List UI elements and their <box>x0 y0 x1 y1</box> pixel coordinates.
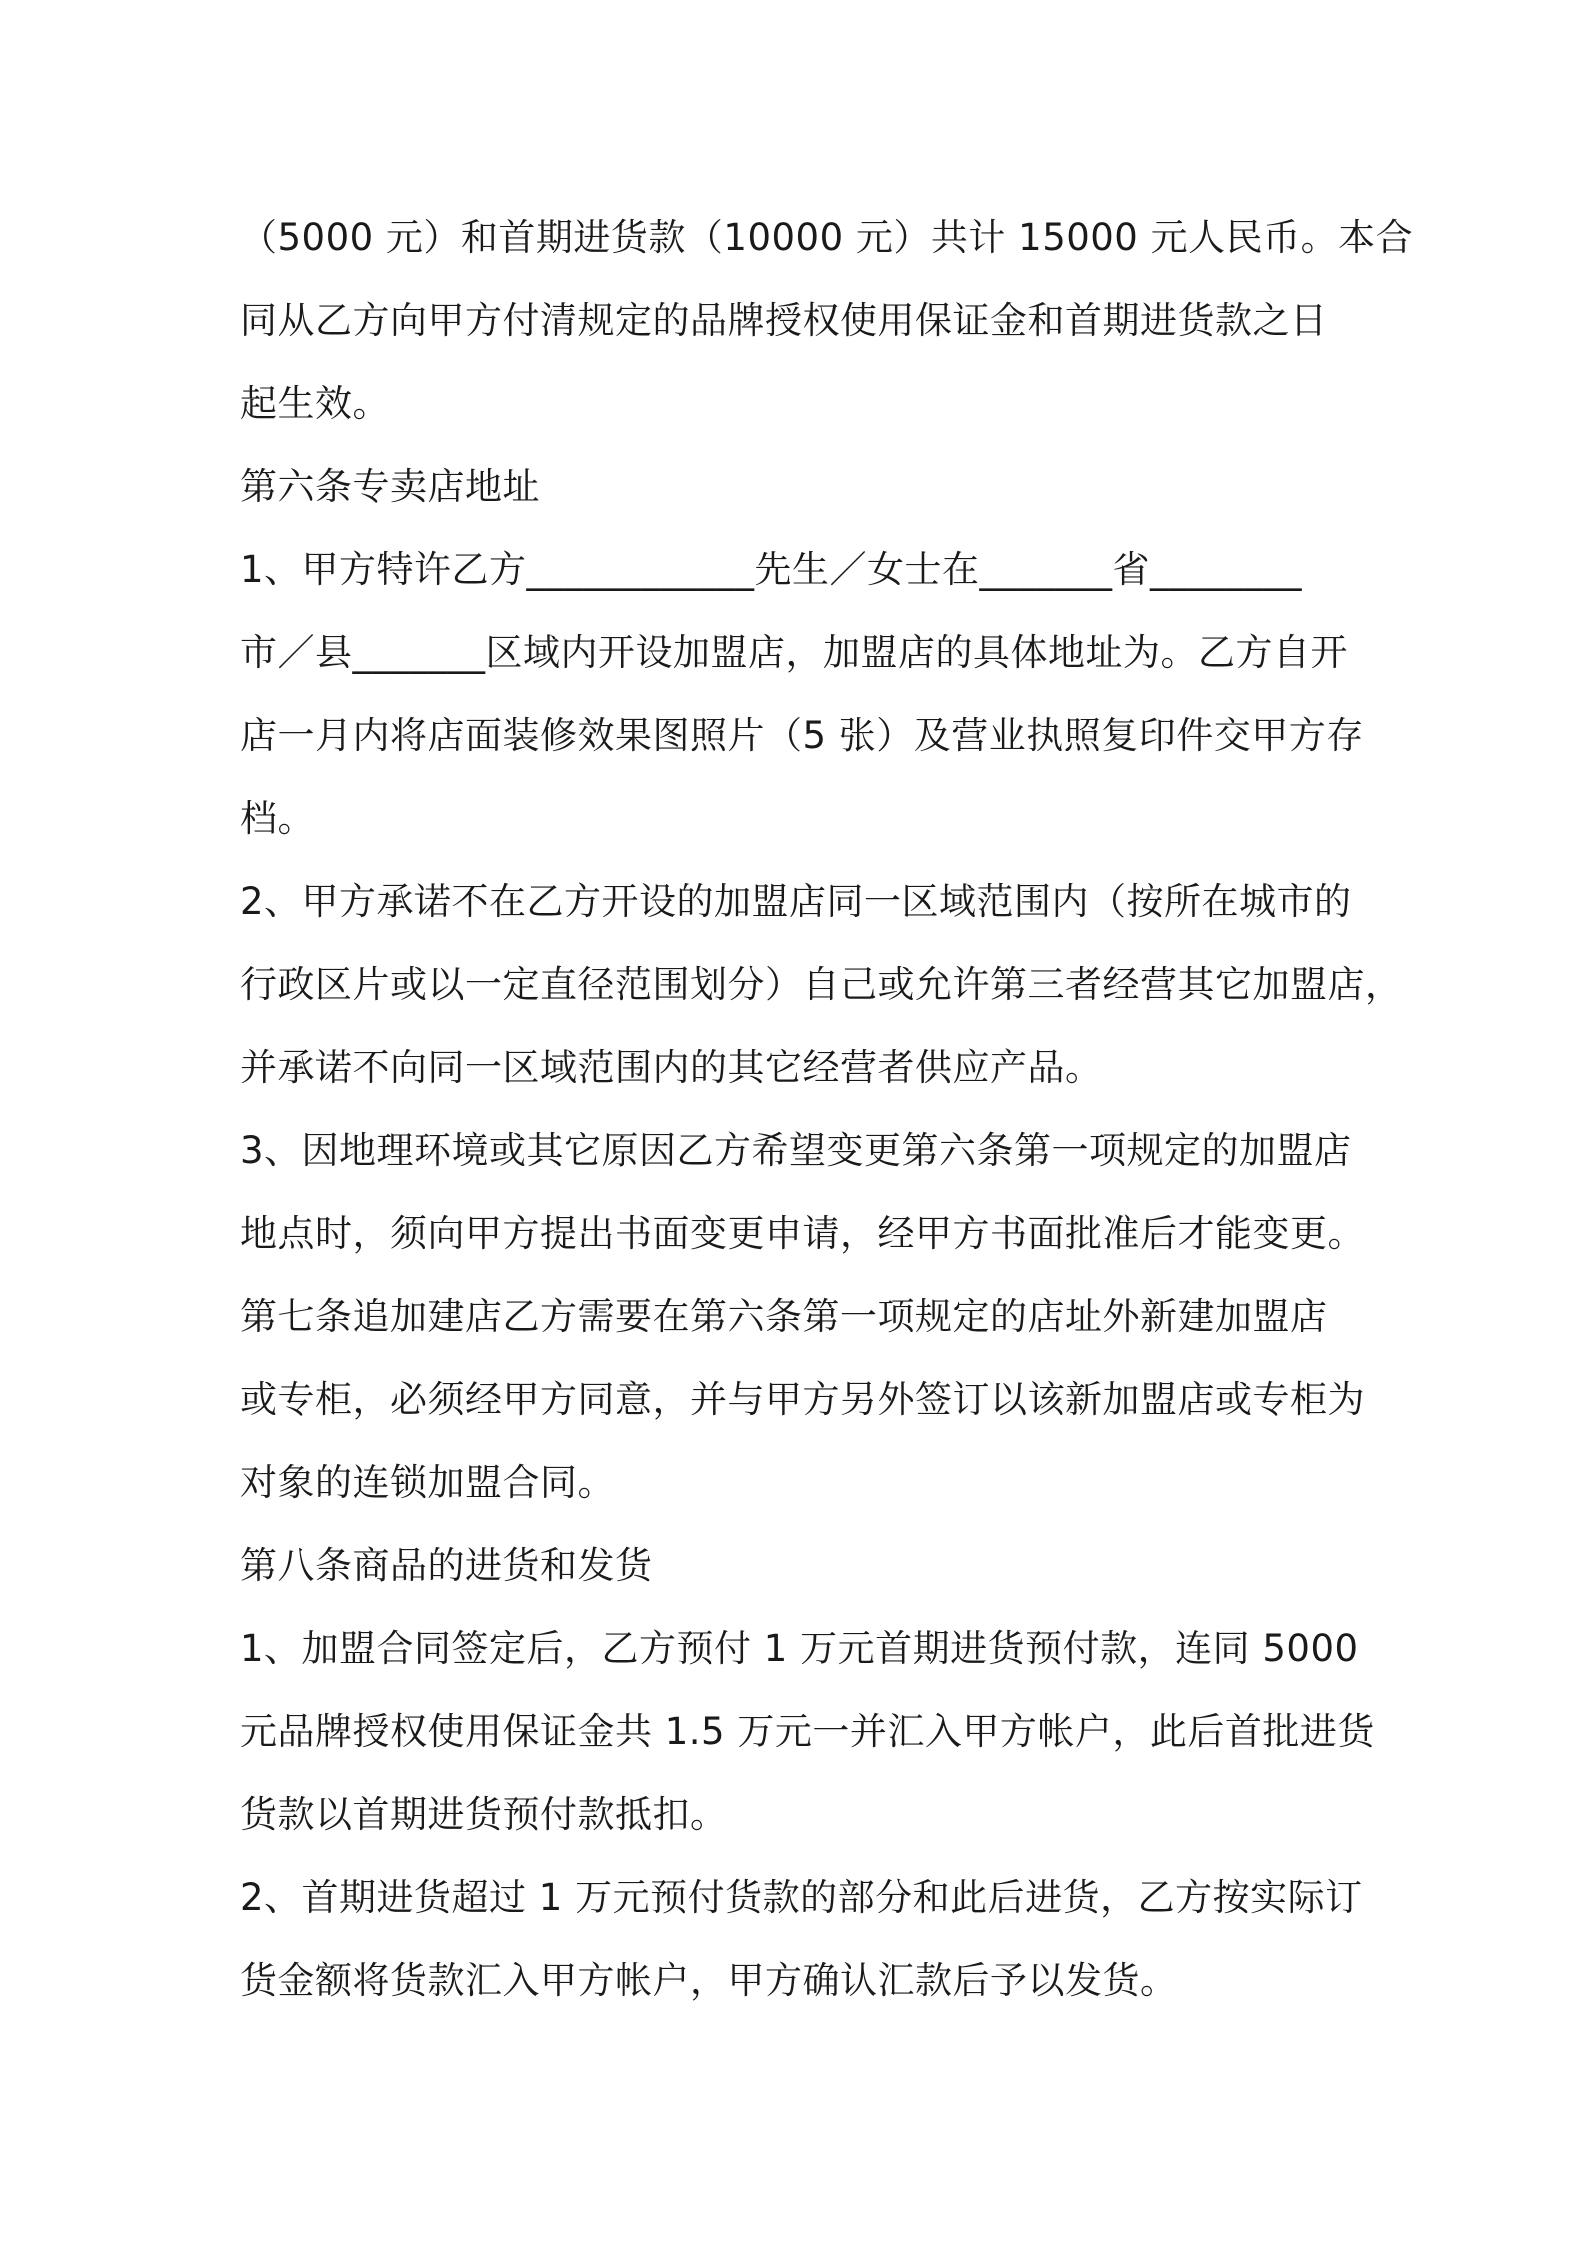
text-line: 或专柜，必须经甲方同意，并与甲方另外签订以该新加盟店或专柜为 <box>240 1378 1365 1421</box>
text-line: 元品牌授权使用保证金共 1.5 万元一并汇入甲方帐户，此后首批进货 <box>240 1710 1375 1753</box>
text-line: 对象的连锁加盟合同。 <box>240 1461 615 1504</box>
text-line: 并承诺不向同一区域范围内的其它经营者供应产品。 <box>240 1046 1103 1089</box>
text-line: 货款以首期进货预付款抵扣。 <box>240 1793 728 1836</box>
text-line: 地点时，须向甲方提出书面变更申请，经甲方书面批准后才能变更。 <box>240 1212 1365 1255</box>
text-line: 行政区片或以一定直径范围划分）自己或允许第三者经营其它加盟店， <box>240 963 1403 1006</box>
text-line: 3、因地理环境或其它原因乙方希望变更第六条第一项规定的加盟店 <box>240 1129 1352 1172</box>
document-body <box>240 196 1414 2022</box>
text-line: 店一月内将店面装修效果图照片（5 张）及营业执照复印件交甲方存 <box>240 714 1364 757</box>
text-line: 市／县_______区域内开设加盟店，加盟店的具体地址为。乙方自开 <box>240 631 1348 674</box>
text-line: 起生效。 <box>240 382 390 425</box>
section-heading-article-7: 第七条追加建店乙方需要在第六条第一项规定的店址外新建加盟店 <box>240 1295 1328 1338</box>
text-line: 货金额将货款汇入甲方帐户，甲方确认汇款后予以发货。 <box>240 1959 1178 2002</box>
section-heading-article-8: 第八条商品的进货和发货 <box>240 1544 653 1587</box>
text-line: （5000 元）和首期进货款（10000 元）共计 15000 元人民币。本合 <box>240 216 1414 259</box>
text-line: 2、首期进货超过 1 万元预付货款的部分和此后进货，乙方按实际订 <box>240 1876 1363 1919</box>
text-line: 同从乙方向甲方付清规定的品牌授权使用保证金和首期进货款之日 <box>240 299 1328 342</box>
text-line: 档。 <box>240 797 315 840</box>
section-heading-article-6: 第六条专卖店地址 <box>240 465 540 508</box>
text-line: 2、甲方承诺不在乙方开设的加盟店同一区域范围内（按所在城市的 <box>240 880 1352 923</box>
text-line: 1、加盟合同签定后，乙方预付 1 万元首期进货预付款，连同 5000 <box>240 1627 1359 1670</box>
text-line: 1、甲方特许乙方____________先生／女士在_______省________ <box>240 548 1303 591</box>
